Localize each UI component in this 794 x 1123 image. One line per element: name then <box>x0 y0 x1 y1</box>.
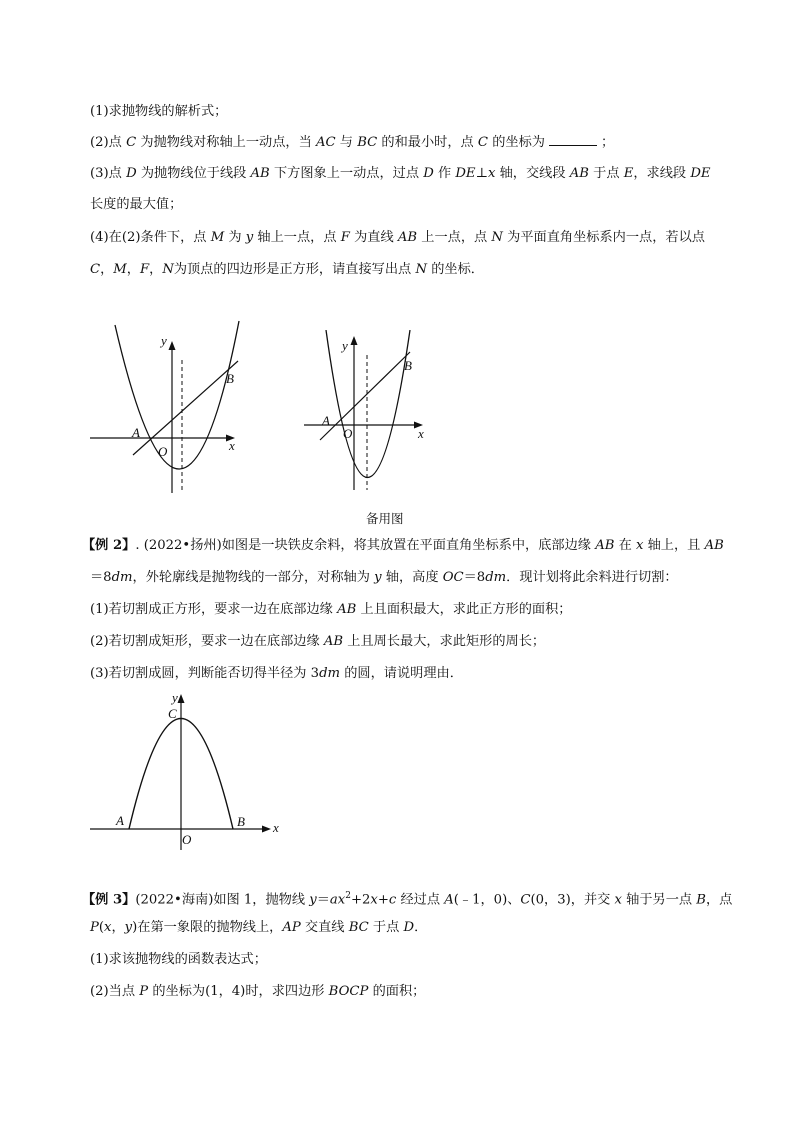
label-x: x <box>418 426 424 441</box>
q1-part3-line2: 长度的最大值； <box>90 197 183 212</box>
ex2-part1: (1)若切割成正方形，要求一边在底部边缘 AB 上且面积最大，求此正方形的面积； <box>90 602 572 617</box>
ex3-line1: 【例 3】(2022•海南)如图 1，抛物线 $y=ax^2+2x+c$ 经过点 A(﹣1，0)、C(0，3)，并交 x 轴于另一点 B，点 <box>82 891 733 908</box>
y-axis-arrow-icon <box>169 341 176 350</box>
label-a: A <box>322 413 330 428</box>
q1-part4-line1: (4)在(2)条件下，点 M 为 y 轴上一点，点 F 为直线 AB 上一点，点 N 为平面直角坐标系内一点，若以点 <box>90 230 705 245</box>
q1-part4-line2: C，M，F，N为顶点的四边形是正方形，请直接写出点 N 的坐标． <box>90 262 484 277</box>
line-ab <box>320 352 410 440</box>
backup-figure-caption: 备用图 <box>366 511 404 526</box>
parabola <box>326 330 410 478</box>
label-o: O <box>158 444 168 459</box>
label-a: A <box>132 425 140 440</box>
ex3-part2: (2)当点 P 的坐标为(1，4)时，求四边形 BOCP 的面积； <box>90 984 426 999</box>
ex2-part2: (2)若切割成矩形，要求一边在底部边缘 AB 上且周长最大，求此矩形的周长； <box>90 634 546 649</box>
label-a: A <box>116 813 124 828</box>
ex2-part3: (3)若切割成圆，判断能否切得半径为 3dm 的圆，请说明理由． <box>90 666 463 681</box>
label-x: x <box>229 438 235 453</box>
label-y: y <box>172 690 178 705</box>
label-y: y <box>342 338 348 353</box>
label-b: B <box>404 358 412 373</box>
ex2-line1: 【例 2】. (2022•扬州)如图是一块铁皮余料，将其放置在平面直角坐标系中，底部边缘 AB 在 x 轴上，且 AB <box>82 538 724 553</box>
line-ab <box>133 361 238 455</box>
ex3-part1: (1)求该抛物线的函数表达式； <box>90 952 267 967</box>
q1-part1: (1)求抛物线的解析式； <box>90 104 228 119</box>
ex2-line2: ＝8dm，外轮廓线是抛物线的一部分，对称轴为 y 轴，高度 OC＝8dm．现计划将此余料进行切割： <box>90 570 678 585</box>
x-axis-arrow-icon <box>262 826 271 833</box>
label-b: B <box>237 814 245 829</box>
label-o: O <box>343 426 353 441</box>
ex3-line2: P(x，y)在第一象限的抛物线上，AP 交直线 BC 于点 D． <box>90 920 428 935</box>
figure-1-left <box>85 315 255 500</box>
answer-blank[interactable] <box>549 133 597 146</box>
q1-part3-line1: (3)点 D 为抛物线位于线段 AB 下方图象上一动点，过点 D 作 DE⊥x 轴，交线段 AB 于点 E，求线段 DE <box>90 166 711 181</box>
parabola <box>115 321 239 469</box>
figure-2 <box>85 690 295 855</box>
q1-part2: (2)点 C 为抛物线对称轴上一动点，当 AC 与 BC 的和最小时，点 C 的坐标为 ； <box>90 135 615 150</box>
label-x: x <box>273 820 279 835</box>
label-o: O <box>182 832 192 847</box>
figure-1-right <box>300 330 440 500</box>
y-axis-arrow-icon <box>351 336 358 345</box>
y-axis-arrow-icon <box>178 694 185 703</box>
label-y: y <box>161 333 167 348</box>
label-c: C <box>168 706 177 721</box>
label-b: B <box>226 371 234 386</box>
